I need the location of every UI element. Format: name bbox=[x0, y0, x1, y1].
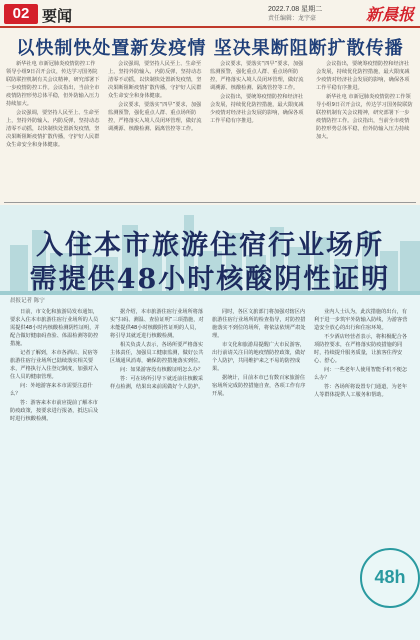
lead-column-2 bbox=[108, 60, 202, 198]
lead-paragraph: 会议指出，要统筹疫情防控和经济社会发展，持续优化防控措施，最大限度减少疫情对经济社会发展的影响，确保各项工作平稳有序推进。 bbox=[316, 61, 410, 91]
lead-headline: 以快制快处置新发疫情 坚决果断阻断扩散传播 bbox=[16, 38, 404, 59]
feature-title-line-1: 入住本市旅游住宿行业场所 bbox=[36, 230, 384, 261]
masthead bbox=[0, 0, 420, 26]
lead-paragraph: 会议要求，要落实“四早”要求，加强监测预警，强化重点人群、重点场所防控，严格落实入境人员闭环管理，做好流调溯源、核酸检测、隔离管控等工作。 bbox=[210, 61, 304, 91]
lead-paragraph: 会议强调，要坚持人民至上、生命至上，坚持外防输入、内防反弹，坚持动态清零不动摇，以快制快处置新发疫情，坚决果断阻断疫情扩散传播，守护好人民群众生命安全和身体健康。 bbox=[108, 61, 202, 99]
lead-paragraph: 新华社电 市新冠肺炎疫情防控工作领导小组9日召开会议，传达学习国务院联防联控机制有关会议精神，研究部署下一步疫情防控工作。会议指出，当前全市疫情防控形势总体平稳，但外防输入压力持续加大。 bbox=[6, 61, 100, 107]
feature-column-4 bbox=[314, 308, 412, 544]
feature-answer: 答：游客来本市前应提前了解本市防疫政策，按要求进行报备，抵达后及时进行核酸检测。 bbox=[10, 400, 99, 422]
feature-answer: 答：各场所将设置专门通道，为老年人等群体提供人工服务和帮助。 bbox=[314, 384, 408, 398]
feature-question: 问：一些老年人使用智能手机不便怎么办？ bbox=[314, 367, 408, 381]
lead-paragraph: 会议强调，要坚持人民至上、生命至上，坚持外防输入、内防反弹，坚持动态清零不动摇，以快制快处置新发疫情，坚决果断阻断疫情扩散传播，守护好人民群众生命安全和身体健康。 bbox=[6, 110, 100, 148]
lead-column-4 bbox=[316, 60, 414, 198]
feature-question: 问：如果游客没有核酸证明怎么办？ bbox=[120, 367, 204, 373]
editor-line: 责任编辑：龙宇豪 bbox=[268, 16, 317, 22]
section-divider bbox=[4, 202, 416, 203]
lead-paragraph: 新华社电 市新冠肺炎疫情防控工作领导小组9日召开会议，传达学习国务院联防联控机制有关会议精神，研究部署下一步疫情防控工作。会议指出，当前全市疫情防控形势总体平稳，但外防输入压力持续加大。 bbox=[316, 94, 413, 140]
feature-paragraph: 相关负责人表示，各场所要严格落实主体责任，加强员工健康监测，做好公共区域通风消毒，确保防控措施落实到位。 bbox=[110, 342, 204, 364]
top-rule bbox=[0, 26, 420, 28]
page-number: 02 bbox=[4, 4, 38, 24]
feature-column-1 bbox=[10, 308, 102, 626]
section-title: 要闻 bbox=[42, 7, 73, 25]
feature-paragraph: 据统计，目前本市已有数百家旅游住宿场所完成防控措施自查，各项工作有序开展。 bbox=[212, 375, 306, 397]
newspaper-logo: 新晨报 bbox=[365, 5, 414, 24]
feature-paragraph: 不少酒店经营者表示，将积极配合各项防控要求，在严格落实防疫措施的同时，持续提升服务质量，让旅客住得安心、舒心。 bbox=[314, 334, 408, 364]
lead-paragraph: 会议要求，要落实“四早”要求，加强监测预警，强化重点人群、重点场所防控，严格落实入境人员闭环管理，做好流调溯源、核酸检测、隔离管控等工作。 bbox=[108, 102, 202, 132]
48h-badge: 48h bbox=[360, 548, 420, 608]
issue-date: 2022.7.08 星期二 bbox=[268, 6, 323, 13]
feature-paragraph: 市文化和旅游局提醒广大市民游客，出行前请关注目的地疫情防控政策，做好个人防护，共同维护来之不易的防控成果。 bbox=[212, 342, 306, 372]
feature-column-2 bbox=[110, 308, 204, 626]
feature-title-line-2: 需提供48小时核酸阴性证明 bbox=[29, 264, 391, 295]
feature-answer: 答：可在场所引导下就近前往核酸采样点检测，结果出来前需做好个人防护。 bbox=[110, 376, 204, 390]
feature-paragraph: 日前，市文化和旅游局发布通知，要求入住本市旅游住宿行业场所的人员需提供48小时内核酸检测阴性证明，并配合做好健康码查验、体温检测等防控措施。 bbox=[10, 309, 100, 347]
lead-column-1 bbox=[6, 60, 100, 198]
feature-question: 问：外地游客来本市需要注意什么？ bbox=[10, 383, 93, 397]
feature-paragraph: 业内人士认为，此次措施的出台，有利于进一步筑牢外防输入防线，为游客营造安全放心的出行和住宿环境。 bbox=[314, 309, 408, 331]
feature-column-3 bbox=[212, 308, 306, 626]
feature-paragraph: 记者了解到，本市各酒店、民宿等旅游住宿行业场所已陆续落实相关要求，严格执行入住登记制度，加强对入住人员的健康管理。 bbox=[10, 350, 99, 380]
feature-paragraph: 同时，各区文旅部门将加强对辖区内旅游住宿行业场所的检查指导，对防控措施落实不到位的场所，将依法依规严肃处理。 bbox=[212, 309, 306, 339]
feature-paragraph: 据介绍，本市旅游住宿行业场所将落实“扫码、测温、查验证明”三项措施，对未能提供48小时核酸阴性证明的人员，将引导其就近进行核酸检测。 bbox=[110, 309, 204, 339]
lead-column-3 bbox=[210, 60, 308, 198]
byline: 晨报记者 陈宁 bbox=[10, 298, 45, 304]
lead-paragraph: 会议指出，要统筹疫情防控和经济社会发展，持续优化防控措施，最大限度减少疫情对经济社会发展的影响，确保各项工作平稳有序推进。 bbox=[210, 94, 304, 124]
